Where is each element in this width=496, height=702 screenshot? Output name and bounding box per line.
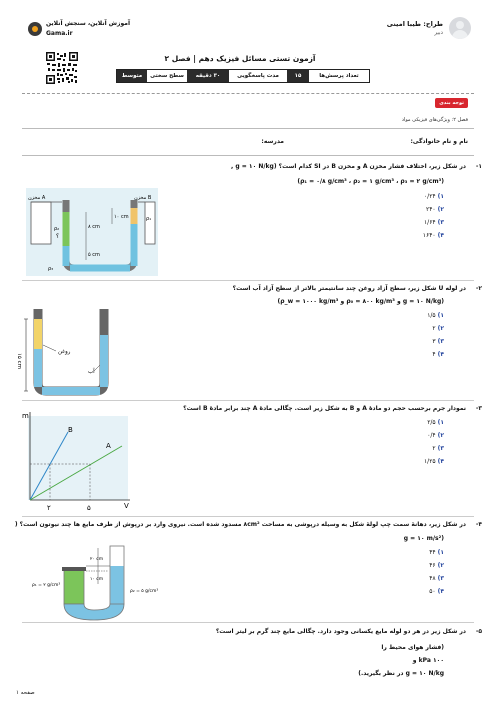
question-number: -۲: [475, 285, 482, 292]
option-value: ۴۴: [429, 549, 436, 556]
notice-text: فصل ۲: ویژگی‌های فیزیکی مواد: [401, 117, 468, 123]
label-rho2: ρ₂ = ۵ g/cm³: [130, 589, 159, 594]
option-number: ۱): [437, 193, 444, 200]
option[interactable]: [424, 458, 444, 465]
site-name: آموزش آنلاین، سنجش آنلاین: [46, 20, 131, 27]
school-label: مدرسه:: [261, 138, 284, 145]
question-text: در شکل زیر، اختلاف فشار مخزن A و مخزن B در SI کدام است؟ (g = ۱۰ N/kg ,: [231, 163, 466, 170]
option-value: ۴: [432, 351, 436, 358]
label-rho3: ρ₃: [48, 266, 54, 272]
option-number: ۲): [437, 432, 444, 439]
option[interactable]: [427, 312, 444, 319]
info-value: ۱۵: [287, 70, 309, 82]
axis-label-m: m: [22, 412, 29, 420]
divider: [22, 155, 474, 156]
option-value: ۲/۵: [427, 419, 436, 426]
label-h2: ۱۰ cm: [114, 214, 129, 220]
label-water: آب: [88, 369, 95, 375]
question-text: در شکل زیر، دهانهٔ سمت چپ لولهٔ شکل به وسیله درپوشی به مساحت ۸cm² مسدود شده است. نیروی وارد بر درپوش از طرف مایع ها چند نیوتون است؟ (: [14, 521, 466, 528]
label-oil: روغن: [58, 349, 71, 355]
option-number: ۲): [437, 325, 444, 332]
site-logo-icon[interactable]: [28, 22, 42, 36]
tick-label: ۲: [47, 504, 51, 512]
option-number: ۳): [437, 338, 444, 345]
question-sub: (g = ۱۰ N/kg و ρ₀ = ۸۰۰ kg/m³ و ρ_w = ۱۰۰۰ kg/m³): [277, 298, 444, 305]
option[interactable]: [424, 193, 444, 200]
info-label: مدت پاسخگویی: [229, 70, 287, 82]
option-value: ۱۶۴۰: [422, 232, 436, 239]
option[interactable]: [432, 325, 444, 332]
option-value: ۲۴۰: [425, 206, 436, 213]
designer-role: دبیر: [434, 30, 443, 36]
option-value: ۴۸: [429, 575, 436, 582]
label-tank-a: مخزن A: [28, 195, 46, 201]
option-value: ۳: [432, 338, 436, 345]
question-text: در لوله U شکل زیر، سطح آزاد روغن چند سانتیمتر بالاتر از سطح آزاد آب است؟: [232, 285, 466, 292]
option-number: ۱): [437, 549, 444, 556]
option[interactable]: [427, 432, 444, 439]
divider: [22, 128, 474, 129]
axis-label-v: V: [124, 502, 129, 510]
label-h1: ۸ cm: [88, 224, 100, 230]
question-line: (فشار هوای محیط را: [381, 644, 444, 651]
option-number: ۳): [437, 219, 444, 226]
option-number: ۴): [437, 232, 444, 239]
option-number: ۳): [437, 575, 444, 582]
designer-avatar: [449, 17, 471, 39]
label-rho1: ρ₁: [146, 216, 152, 222]
exam-title: آزمون تستی مسائل فیزیک دهم | فصل ۲: [164, 54, 316, 63]
option-number: ۴): [437, 351, 444, 358]
question-number: -۱: [475, 163, 482, 170]
site-url[interactable]: Gama.ir: [46, 30, 73, 37]
option-value: ۰/۲۴: [423, 193, 436, 200]
info-value: ۳۰ دقیقه: [187, 70, 229, 82]
capped-u-tube-diagram: [30, 540, 182, 622]
question-sub: (ρ₁ = ۰/۸ g/cm³ ، ρ₂ = ۱ g/cm³ ، ρ₃ = ۲ g/cm³): [297, 178, 444, 185]
question-number: -۵: [475, 628, 482, 635]
option[interactable]: [429, 549, 444, 556]
option-value: ۱/۶۴: [423, 219, 436, 226]
divider: [22, 93, 474, 94]
divider: [22, 400, 474, 401]
question-text: نمودار جرم برحسب حجم دو مادهٔ A و B به شکل زیر است. چگالی مادهٔ A چند برابر مادهٔ B است؟: [183, 405, 466, 412]
question-sub: (g = ۱۰ m/s²: [403, 535, 444, 542]
option[interactable]: [423, 232, 444, 239]
option-number: ۲): [437, 206, 444, 213]
option-number: ۱): [437, 312, 444, 319]
question-number: -۴: [475, 521, 482, 528]
designer-name: طراح: طیبا امینی: [386, 20, 443, 28]
label-tank-b: مخزن B: [134, 195, 152, 201]
option[interactable]: [432, 338, 444, 345]
option[interactable]: [432, 351, 444, 358]
option-value: ۰/۴: [427, 432, 436, 439]
label-rho2: ρ₂: [54, 226, 60, 232]
label-unknown: ؟: [56, 233, 60, 240]
option[interactable]: [427, 419, 444, 426]
option-value: ۱/۵: [427, 312, 436, 319]
divider: [22, 516, 474, 517]
exam-info-bar: [116, 69, 370, 83]
label-height: ۱۵ cm: [16, 352, 22, 370]
qr-code-icon: [46, 52, 78, 84]
line-label-a: A: [106, 442, 111, 450]
label-h1: ۲۰ cm: [90, 557, 104, 562]
page-number: صفحه ۱: [16, 690, 35, 696]
option-number: ۲): [437, 562, 444, 569]
page-header: [0, 0, 496, 96]
info-value: متوسط: [117, 70, 147, 82]
student-name-label: نام و نام خانوادگی:: [410, 138, 468, 145]
option-value: ۲: [432, 325, 436, 332]
label-rho1: ρ₁ = ۲ g/cm³: [32, 583, 61, 588]
tank-u-tube-diagram: [26, 188, 158, 276]
option-number: ۴): [437, 588, 444, 595]
label-h2: ۱۰ cm: [90, 577, 104, 582]
oil-water-u-tube-diagram: [6, 305, 112, 397]
option-value: ۲: [432, 445, 436, 452]
option[interactable]: [429, 562, 444, 569]
divider: [22, 622, 474, 623]
option-value: ۵۰: [429, 588, 436, 595]
mass-volume-graph: [10, 408, 132, 514]
question-line: g = ۱۰ N/kg در نظر بگیرید.): [358, 670, 444, 677]
option[interactable]: [426, 206, 444, 213]
option[interactable]: [424, 219, 444, 226]
option-value: ۱/۲۵: [423, 458, 436, 465]
option-value: ۴۶: [429, 562, 436, 569]
divider: [22, 280, 474, 281]
info-label: سطح سختی: [147, 70, 187, 82]
tick-label: ۵: [87, 504, 91, 512]
notice-badge: توجه بندی: [435, 98, 468, 108]
info-label: تعداد پرسش‌ها: [309, 70, 369, 82]
option[interactable]: [429, 575, 444, 582]
option-number: ۱): [437, 419, 444, 426]
question-text: در شکل زیر در هر دو لوله مایع یکسانی وجود دارد. چگالی مایع چند گرم بر لیتر است؟: [215, 628, 466, 635]
option[interactable]: [429, 588, 444, 595]
line-label-b: B: [68, 426, 73, 434]
label-h3: ۵ cm: [88, 252, 100, 258]
option-number: ۳): [437, 445, 444, 452]
question-line: ۱۰۰ kPa و: [412, 657, 444, 664]
option[interactable]: [432, 445, 444, 452]
question-number: -۳: [475, 405, 482, 412]
option-number: ۴): [437, 458, 444, 465]
